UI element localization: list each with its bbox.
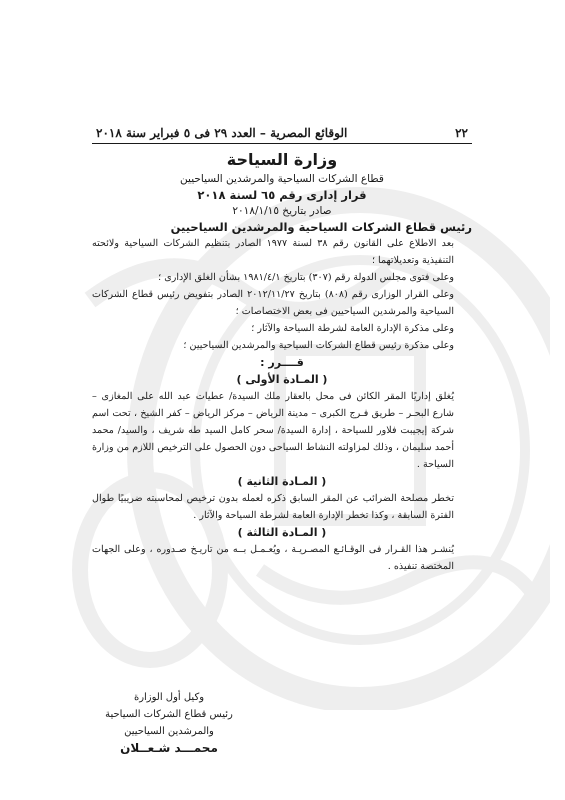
decides-heading: قــــرر : [260,356,304,369]
running-header [92,126,472,143]
preamble-paragraph: وعلى مذكرة رئيس قطاع الشركات السياحية والمرشدين السياحيين ؛ [183,340,454,351]
signatory-role: وكيل أول الوزارة [133,692,205,703]
article-text: تخطر مصلحة الضرائب عن المقر السابق ذكره لعمله بدون ترخيص لمحاسبته ضريبيًا طوال الفترة السابقة ، وكذا تخطر الإدارة العامة لشرطة السياحة والآثار . [92,493,454,521]
article-heading: ( المـادة الثالثة ) [237,526,327,539]
issue-date: صادر بتاريخ ٢٠١٨/١/١٥ [232,205,332,217]
page-number: ٢٢ [455,126,468,140]
document-page [92,126,472,575]
sector-name: قطاع الشركات السياحية والمرشدين السياحيين [180,173,384,185]
preamble-paragraph: وعلى القرار الوزارى رقم (٨٠٨) بتاريخ ٢٠١٢/١١/٢٧ الصادر بتفويض رئيس قطاع الشركات السياحية والمرشدين السياحيين فى بعض الاختصاصات ؛ [92,289,455,317]
header-divider [92,143,472,144]
preamble-paragraph: وعلى مذكرة الإدارة العامة لشرطة السياحة والآثار ؛ [251,323,454,334]
signatory-name: محمـــد شـعــلان [120,741,218,755]
preamble-paragraph: وعلى فتوى مجلس الدولة رقم (٣٠٧) بتاريخ ١٩٨١/٤/١ بشأن الغلق الإدارى ؛ [158,272,454,283]
signature-block [104,689,234,757]
ministry-title: وزارة السياحة [226,150,338,169]
article-text: يُنشـر هذا القـرار فى الوقـائـع المصـريـة ، ويُعـمـل بــه من تاريـخ صـدوره ، وعلى الجهات المختصة تنفيذه . [92,544,454,572]
article-heading: ( المـادة الأولى ) [236,373,328,386]
signatory-position-cont: والمرشدين السياحيين [124,726,214,737]
article-text: يُغلق إداريًا المقر الكائن فى محل بالعقار ملك السيدة/ عطيات عبد الله على المغازى – شارع البحـر – طريق فـرج الكبرى – مدينة الرياض – مركز الرياض – كفر الشيخ ، تحت اسم شركة إيجيبت فلاور للسياحة ، إدارة السيدة/ سحر كامل السيد طه شريف ، والسيد/ محمد أحمد سليمان ، وذلك لمزاولته النشاط السياحى دون الحصول على الترخيص اللازم من وزارة السياحة . [92,391,454,470]
gazette-issue-line: الوقائع المصرية – العدد ٢٩ فى ٥ فبراير سنة ٢٠١٨ [96,126,348,140]
signatory-position: رئيس قطاع الشركات السياحية [105,709,233,720]
issuer-title: رئيس قطاع الشركات السياحية والمرشدين السياحيين [170,220,472,234]
preamble-paragraph: بعد الاطلاع على القانون رقم ٣٨ لسنة ١٩٧٧ الصادر بتنظيم الشركات السياحية ولائحته التنفيذية وتعديلاتهما ؛ [92,238,454,266]
article-heading: ( المـادة الثانية ) [237,475,327,488]
decision-title: قرار إدارى رقم ٦٥ لسنة ٢٠١٨ [197,188,367,202]
